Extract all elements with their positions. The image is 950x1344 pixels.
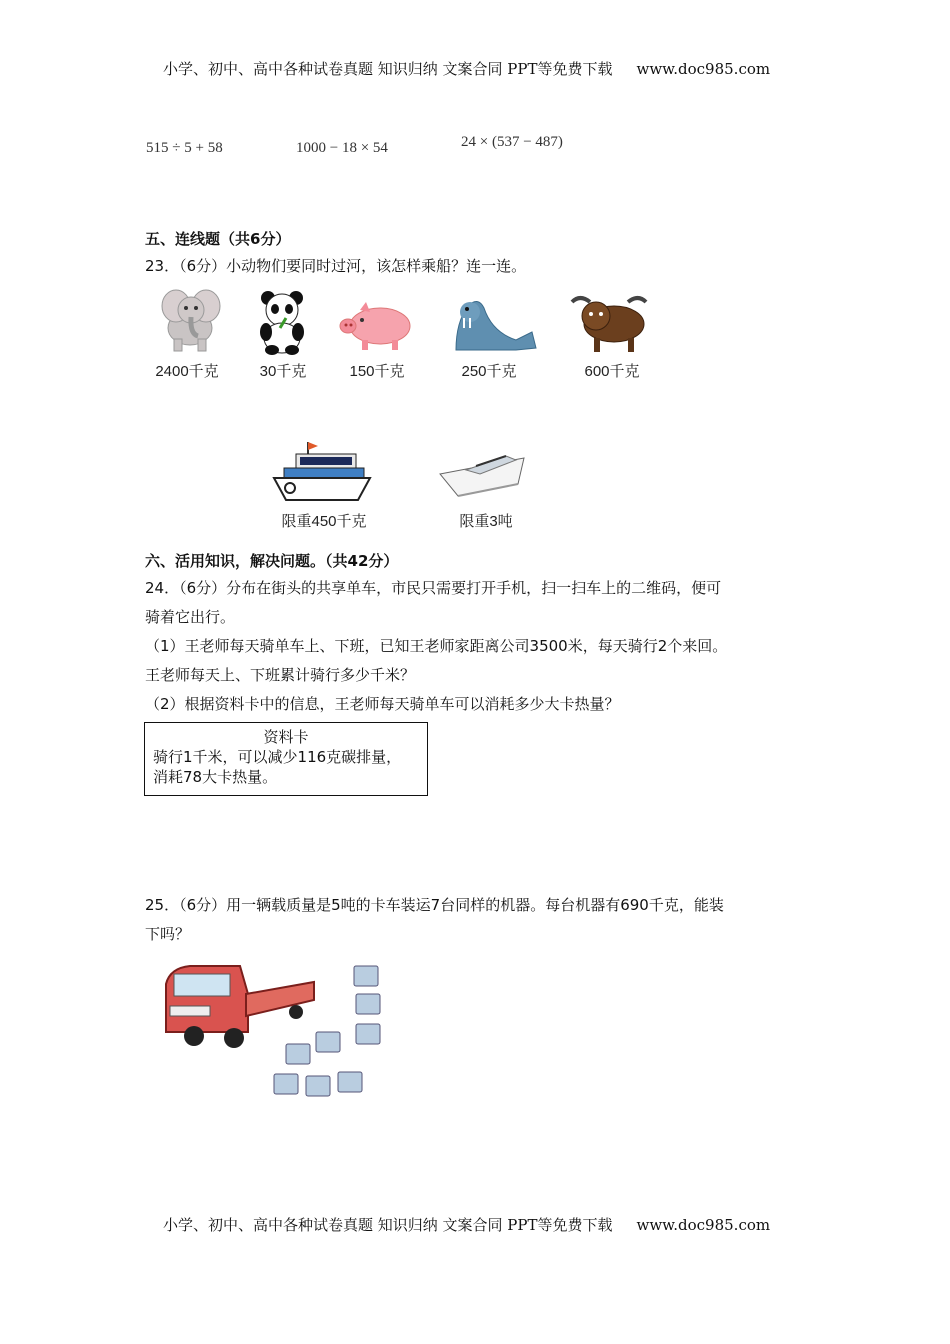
expression-1: 515 ÷ 5 + 58 (146, 140, 223, 156)
question-24 (145, 574, 815, 719)
question-25 (145, 891, 815, 949)
yacht-icon (436, 444, 528, 500)
truck-machines-illustration (160, 954, 390, 1106)
info-card-line-2: 消耗78大卡热量。 (153, 768, 278, 786)
section-5-title: 五、连线题（共6分） (145, 230, 291, 248)
info-card-title: 资料卡 (263, 728, 309, 746)
question-24-line-2: 骑着它出行。 (145, 608, 236, 626)
question-24-sub-1-line-2: 王老师每天上、下班累计骑行多少千米？ (145, 666, 416, 684)
elephant-icon (152, 284, 232, 354)
truck-icon (166, 966, 314, 1048)
buffalo-weight-label: 600千克 (584, 363, 640, 380)
panda-weight-label: 30千克 (259, 363, 307, 380)
question-24-sub-2: （2）根据资料卡中的信息，王老师每天骑单车可以消耗多少大卡热量？ (145, 695, 620, 713)
buffalo-icon (566, 292, 652, 354)
ferry-icon (270, 436, 374, 506)
pig-weight-label: 150千克 (349, 363, 405, 380)
section-6-title: 六、活用知识，解决问题。（共42分） (145, 552, 399, 570)
seal-icon (446, 292, 540, 354)
question-25-line-1: 25．（6分）用一辆载质量是5吨的卡车装运7台同样的机器。每台机器有690千克，能装 (145, 896, 724, 914)
page-footer (163, 1214, 770, 1235)
expression-2: 1000 − 18 × 54 (296, 140, 388, 156)
question-24-sub-1-line-1: （1）王老师每天骑单车上、下班，已知王老师家距离公司3500米，每天骑行2个来回。 (145, 637, 728, 655)
panda-icon (250, 288, 314, 356)
info-card (144, 722, 428, 796)
pig-icon (338, 300, 416, 352)
question-24-line-1: 24．（6分）分布在街头的共享单车，市民只需要打开手机，扫一扫车上的二维码，便可 (145, 579, 722, 597)
header-text: 小学、初中、高中各种试卷真题 知识归纳 文案合同 PPT等免费下载 (163, 60, 613, 78)
page-header (163, 58, 770, 79)
header-site: www.doc985.com (636, 60, 771, 78)
question-23: 23．（6分）小动物们要同时过河，该怎样乘船？连一连。 (145, 257, 527, 275)
footer-site: www.doc985.com (636, 1216, 771, 1234)
yacht-limit-label: 限重3吨 (459, 513, 513, 530)
expression-3: 24 × (537 − 487) (461, 134, 563, 150)
ferry-limit-label: 限重450千克 (281, 513, 367, 530)
question-25-line-2: 下吗？ (145, 925, 191, 943)
footer-text: 小学、初中、高中各种试卷真题 知识归纳 文案合同 PPT等免费下载 (163, 1216, 613, 1234)
info-card-line-1: 骑行1千米，可以减少116克碳排量， (153, 748, 402, 766)
elephant-weight-label: 2400千克 (155, 363, 219, 380)
seal-weight-label: 250千克 (461, 363, 517, 380)
